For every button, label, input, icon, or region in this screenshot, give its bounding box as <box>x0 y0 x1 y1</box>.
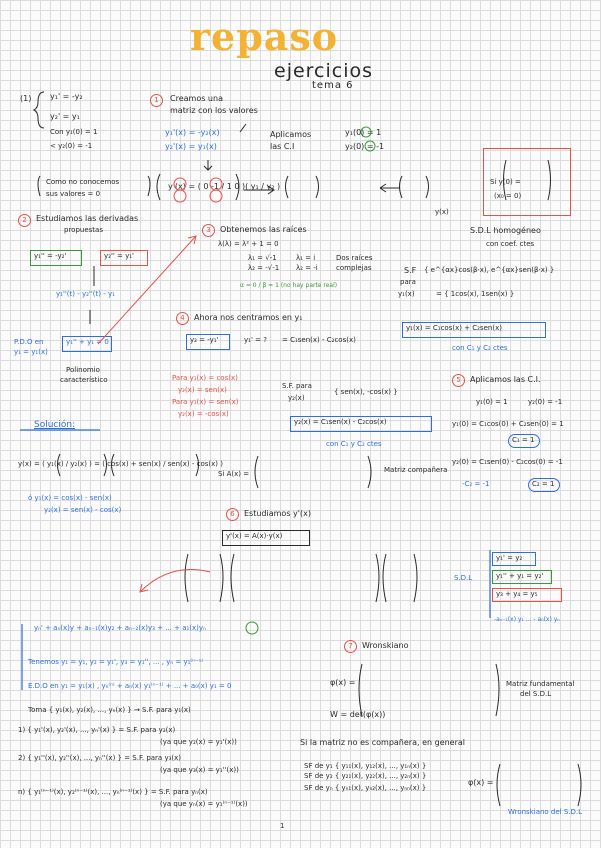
note-b: sus valores = 0 <box>46 190 101 198</box>
ci-1: y₁(0) = 1 <box>345 128 382 137</box>
sf2-y2: y₂(x) <box>288 394 305 402</box>
wronskiano-sdl: Wronskiano del S.D.L <box>508 808 583 816</box>
sf2-label: S.F. para <box>282 382 312 390</box>
matriz-fundamental: Matriz fundamental <box>506 680 575 688</box>
page-subtitle: ejercicios <box>274 60 374 82</box>
wronskian-det: W = det(φ(x)) <box>330 710 386 719</box>
step-6-text: Estudiamos y'(x) <box>244 509 311 518</box>
apply-label: Aplicamos <box>270 130 312 139</box>
initial-cond-1: Con y₁(0) = 1 <box>50 128 98 136</box>
root-2: λ₂ = -√-1 <box>248 264 280 272</box>
step-2-badge: 2 <box>18 214 31 227</box>
root-1: λ₁ = √-1 <box>248 254 277 262</box>
step-2-text: Estudiamos las derivadas <box>36 214 139 223</box>
matrix-eq-1: y₁'(x) = -y₂(x) <box>165 128 220 137</box>
apply-label-b: las C.I <box>270 142 295 151</box>
char-eq: y₁'' + y₁ = 0 <box>66 338 109 346</box>
deriv-2: y₂'' = y₁' <box>104 252 134 260</box>
solution-vector: y(x) = ( y₁(x) / y₂(x) ) = ( cos(x) + sen(x) / sen(x) - cos(x) ) <box>18 460 223 468</box>
toma-line: Toma { y₁(x), y₂(x), ..., yₙ(x) } → S.F. para y₁(x) <box>28 706 191 714</box>
c1-value: C₁ = 1 <box>512 436 535 444</box>
sdl-label-b: con coef. ctes <box>486 240 535 248</box>
y2-solution: y₂(x) = C₁sen(x) - C₂cos(x) <box>294 418 387 426</box>
system-eq-1: y₁' = -y₂ <box>50 92 83 101</box>
polinomio-label-b: característico <box>60 376 108 384</box>
deriv-1: y₁'' = -y₂' <box>34 252 67 260</box>
ci-line-1: y₁(0) = C₁cos(0) + C₂sen(0) = 1 <box>452 420 564 428</box>
root-3: λ₁ = i <box>296 254 316 262</box>
para-4: y₂(x) = -cos(x) <box>178 410 229 418</box>
para-3: Para y₁(x) = sen(x) <box>172 398 239 406</box>
row-1: 1) { y₁'(x), y₂'(x), ..., yₙ'(x) } = S.F. para y₂(x) <box>18 726 176 734</box>
topic-label: tema 6 <box>312 80 354 91</box>
row-2: 2) { y₁''(x), y₂''(x), ..., yₙ''(x) } = S.F. para y₃(x) <box>18 754 181 762</box>
para-2: y₂(x) = sen(x) <box>178 386 227 394</box>
page-title: repaso <box>190 14 339 59</box>
solution-title: Solución: <box>34 420 76 430</box>
sf-y1: y₁(x) <box>398 290 415 298</box>
sdl2-label: S.D.L <box>454 574 473 582</box>
ci-2: y₂(0) = -1 <box>345 142 385 151</box>
ci-value-2: y₂(0) = -1 <box>528 398 563 406</box>
y2-expr: y₂ = -y₁' <box>190 336 219 344</box>
companion-a-label: Si A(x) = <box>218 470 250 478</box>
sdl2-eq-1: y₁' = y₂ <box>496 554 523 562</box>
sf-simplified: = { 1cos(x), 1sen(x) } <box>436 290 515 298</box>
step-6-badge: 6 <box>226 508 239 521</box>
sf-para: para <box>400 278 416 286</box>
general-note: Si la matriz no es compañera, en general <box>300 738 466 747</box>
row-1b: (ya que y₂(x) = y₁'(x)) <box>160 738 237 746</box>
y1-solution: y₁(x) = C₁cos(x) + C₂sen(x) <box>406 324 502 332</box>
roots-note-b: complejas <box>336 264 372 272</box>
step-1-text-b: matriz con los valores <box>170 106 258 115</box>
step-1-badge: 1 <box>150 94 163 107</box>
exercise-number: (1) <box>20 94 32 103</box>
matrix-form: y'(x) = ( 0 -1 / 1 0 )( y₁ / y₂ ) <box>168 182 281 191</box>
step-3-badge: 3 <box>202 224 215 237</box>
second-derivative: y₁''(t) - y₂''(t) - y₁ <box>56 290 115 298</box>
row-2b: (ya que y₃(x) = y₁''(x)) <box>160 766 239 774</box>
step-4-text: Ahora nos centramos en y₁ <box>194 313 303 322</box>
roots-small-note: α = 0 / β = 1 (no hay parte real) <box>240 282 338 289</box>
c2-value: C₂ = 1 <box>532 480 555 488</box>
step-2-text-b: propuestas <box>64 226 103 234</box>
initial-cond-2: < y₂(0) = -1 <box>50 142 93 150</box>
para-1: Para y₁(x) = cos(x) <box>172 374 238 382</box>
char-poly: λ(λ) = λ² + 1 = 0 <box>218 240 279 248</box>
wronskiano-title: Wronskiano <box>362 641 409 650</box>
step-7-badge: 7 <box>344 640 357 653</box>
note-a: Como no conocemos <box>46 178 120 186</box>
alt-solution-1: ó y₁(x) = cos(x) - sen(x) <box>28 494 112 502</box>
step-5-badge: 5 <box>452 374 465 387</box>
phi-label: φ(x) = <box>330 678 356 687</box>
sf-of-y1: SF de y₁ { y₁₁(x), y₁₂(x), ..., y₁ₙ(x) } <box>304 762 427 770</box>
step-1-text: Creamos una <box>170 94 223 103</box>
solution-box-note: (x₀ = 0) <box>494 192 522 200</box>
companion-matrix-label: Matriz compañera <box>384 466 448 474</box>
system-eq-2: y₂' = y₁ <box>50 112 80 121</box>
phi2-label: φ(x) = <box>468 778 494 787</box>
y1-prime: y₁' = ? <box>244 336 267 344</box>
matrix-eq-2: y₂'(x) = y₁(x) <box>165 142 217 151</box>
matriz-fundamental-b: del S.D.L <box>520 690 552 698</box>
sdl-label: S.D.L homogéneo <box>470 226 541 235</box>
c2-neg: -C₂ = -1 <box>462 480 490 488</box>
sdl2-eq-2: y₁'' + y₁ = y₂' <box>496 572 544 580</box>
ci-line-2: y₂(0) = C₁sen(0) - C₂cos(0) = -1 <box>452 458 563 466</box>
y1-ctes: con C₁ y C₂ ctes <box>452 344 508 352</box>
sf-label: S.F <box>404 266 417 275</box>
yA-eq: y'(x) = A(x)·y(x) <box>226 532 283 540</box>
step-4-badge: 4 <box>176 312 189 325</box>
row-n: n) { y₁⁽ⁿ⁻¹⁾(x), y₂⁽ⁿ⁻¹⁾(x), ..., yₙ⁽ⁿ⁻¹⁾(x) } = S.F. para yₙ(x) <box>18 788 208 796</box>
page-number: 1 <box>280 822 285 830</box>
tenemos-line: Tenemos y₁ = y₁, y₂ = y₁', y₃ = y₁'', ... , yₙ = y₁⁽ⁿ⁻¹⁾ <box>28 658 204 666</box>
sf2-set: { sen(x), -cos(x) } <box>334 388 398 396</box>
derivative-result: = C₁sen(x) - C₂cos(x) <box>282 336 356 344</box>
roots-note: Dos raíces <box>336 254 373 262</box>
sdl2-eq-4: -aₙ₋₁(x) y₁ ... - a₀(x) yₙ <box>494 616 560 623</box>
pdo-a: P.D.O en <box>14 338 44 346</box>
pdo-b: y₁ = y₁(x) <box>14 348 48 356</box>
long-equation: yₙ' + aₙ(x)y + aₙ₋₁(x)y₂ + aₙ₋₂(x)y₃ + ... + a₁(x)yₙ <box>34 624 206 632</box>
solution-box-text: Si y(0) = <box>490 178 521 186</box>
sf-of-yn: SF de yₙ { yₙ₁(x), yₙ₂(x), ..., yₙₙ(x) } <box>304 784 427 792</box>
step-5-text: Aplicamos las C.I. <box>470 375 541 384</box>
y-vector-label: y(x) <box>435 208 449 216</box>
root-4: λ₂ = -i <box>296 264 318 272</box>
sf-of-y2: SF de y₂ { y₂₁(x), y₂₂(x), ..., y₂ₙ(x) } <box>304 772 427 780</box>
ci-value-1: y₁(0) = 1 <box>476 398 508 406</box>
sf-terms: { e^{αx}cos(β·x), e^{αx}sen(β·x) } <box>424 266 555 274</box>
polinomio-label: Polinomio <box>66 366 100 374</box>
edo-line: E.D.O en y₁ = y₁(x) , yₙ⁽ⁿ⁾ + aₙ(x) y₁⁽ⁿ⁻¹⁾ + ... + a₀(x) y₁ = 0 <box>28 682 232 690</box>
y2-ctes: con C₁ y C₂ ctes <box>326 440 382 448</box>
row-nb: (ya que yₙ(x) = y₁⁽ⁿ⁻¹⁾(x)) <box>160 800 248 808</box>
alt-solution-2: y₂(x) = sen(x) - cos(x) <box>44 506 122 514</box>
step-3-text: Obtenemos las raíces <box>220 225 307 234</box>
sdl2-eq-3: y₃ + y₄ = y₅ <box>496 590 538 598</box>
